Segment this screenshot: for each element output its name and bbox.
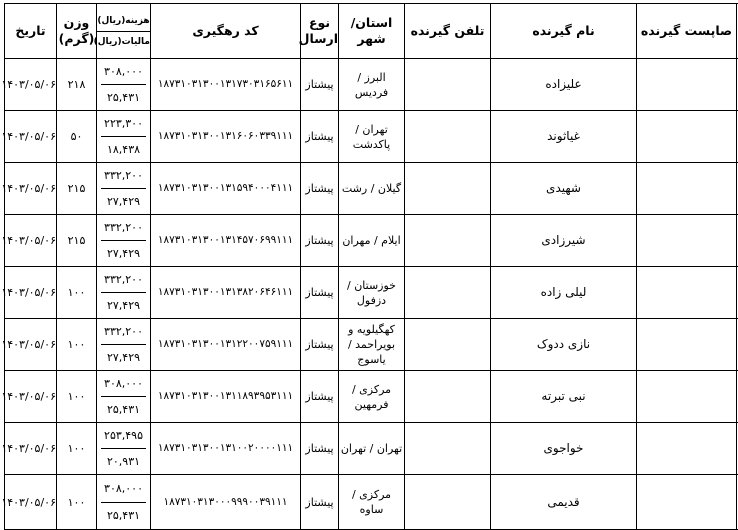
cost-tax-cell bbox=[97, 59, 151, 111]
date-cell: ۱۴۰۳/۰۵/۰۶ bbox=[5, 111, 57, 163]
weight-cell: ۲۱۵ bbox=[57, 163, 97, 215]
recipient-name-cell: غیاثوند bbox=[491, 111, 637, 163]
recipient-name-cell: لیلی زاده bbox=[491, 267, 637, 319]
header-name: نام گیرنده bbox=[491, 4, 637, 59]
phone-cell bbox=[405, 59, 491, 111]
tax-value: ۲۷,۴۲۹ bbox=[97, 293, 150, 318]
tracking-code-cell: ۱۸۷۳۱۰۳۱۳۰۰۱۳۱۳۸۲۰۶۴۶۱۱۱ bbox=[151, 267, 301, 319]
table-row bbox=[5, 319, 738, 371]
sender-cell bbox=[637, 371, 737, 423]
phone-cell bbox=[405, 319, 491, 371]
shipping-type-cell: پیشتاز bbox=[301, 475, 339, 530]
sender-cell bbox=[637, 111, 737, 163]
tracking-code-cell: ۱۸۷۳۱۰۳۱۳۰۰۱۳۱۰۰۲۰۰۰۰۱۱۱ bbox=[151, 423, 301, 475]
date-cell: ۱۴۰۳/۰۵/۰۶ bbox=[5, 59, 57, 111]
destination-cell: ایلام / مهران bbox=[339, 215, 405, 267]
cost-value: ۳۳۲,۲۰۰ bbox=[101, 215, 146, 241]
date-cell: ۱۴۰۳/۰۵/۰۶ bbox=[5, 267, 57, 319]
header-tracking: کد رهگیری bbox=[151, 4, 301, 59]
tracking-code-cell: ۱۸۷۳۱۰۳۱۳۰۰۱۳۱۶۰۶۰۳۳۹۱۱۱ bbox=[151, 111, 301, 163]
destination-cell: تهران / تهران bbox=[339, 423, 405, 475]
date-cell: ۱۴۰۳/۰۵/۰۶ bbox=[5, 475, 57, 530]
header-row bbox=[5, 4, 738, 59]
header-cost: هزینه(ریال) bbox=[97, 11, 150, 32]
destination-cell: گیلان / رشت bbox=[339, 163, 405, 215]
recipient-name-cell: علیزاده bbox=[491, 59, 637, 111]
phone-cell bbox=[405, 475, 491, 530]
cost-value: ۳۳۲,۲۰۰ bbox=[101, 319, 146, 345]
cost-value: ۲۲۳,۳۰۰ bbox=[101, 111, 146, 137]
shipping-type-cell: پیشتاز bbox=[301, 267, 339, 319]
tracking-code-cell: ۱۸۷۳۱۰۳۱۳۰۰۱۳۱۴۵۷۰۶۹۹۱۱۱ bbox=[151, 215, 301, 267]
recipient-name-cell: خواجوی bbox=[491, 423, 637, 475]
shipping-type-cell: پیشتاز bbox=[301, 371, 339, 423]
table-row bbox=[5, 215, 738, 267]
cost-value: ۳۰۸,۰۰۰ bbox=[101, 475, 146, 503]
header-sender: صاپست گیرنده bbox=[637, 4, 737, 59]
tax-value: ۲۷,۴۲۹ bbox=[97, 189, 150, 214]
recipient-name-cell: شیرزادی bbox=[491, 215, 637, 267]
tracking-code-cell: ۱۸۷۳۱۰۳۱۳۰۰۰۹۹۹۰۰۳۹۱۱۱ bbox=[151, 475, 301, 530]
tracking-code-cell: ۱۸۷۳۱۰۳۱۳۰۰۱۳۱۱۸۹۳۹۵۳۱۱۱ bbox=[151, 371, 301, 423]
weight-cell: ۵۰ bbox=[57, 111, 97, 163]
cost-tax-cell bbox=[97, 163, 151, 215]
phone-cell bbox=[405, 215, 491, 267]
table-row bbox=[5, 267, 738, 319]
sender-cell bbox=[637, 475, 737, 530]
date-cell: ۱۴۰۳/۰۵/۰۶ bbox=[5, 163, 57, 215]
cost-tax-cell bbox=[97, 475, 151, 530]
cost-value: ۳۰۸,۰۰۰ bbox=[101, 371, 146, 397]
header-phone: تلفن گیرنده bbox=[405, 4, 491, 59]
shipping-type-cell: پیشتاز bbox=[301, 319, 339, 371]
cost-tax-cell bbox=[97, 319, 151, 371]
weight-cell: ۲۱۵ bbox=[57, 215, 97, 267]
header-date: تاریخ bbox=[5, 4, 57, 59]
shipping-type-cell: پیشتاز bbox=[301, 423, 339, 475]
recipient-name-cell: قدیمی bbox=[491, 475, 637, 530]
cost-value: ۳۳۲,۲۰۰ bbox=[101, 163, 146, 189]
weight-cell: ۱۰۰ bbox=[57, 267, 97, 319]
sender-cell bbox=[637, 267, 737, 319]
cost-value: ۲۵۳,۴۹۵ bbox=[101, 423, 146, 449]
tax-value: ۲۷,۴۲۹ bbox=[97, 345, 150, 370]
sender-cell bbox=[637, 163, 737, 215]
header-weight: وزن (گرم) bbox=[57, 4, 97, 59]
tracking-code-cell: ۱۸۷۳۱۰۳۱۳۰۰۱۳۱۲۲۰۰۷۵۹۱۱۱ bbox=[151, 319, 301, 371]
header-tax: مالیات(ریال) bbox=[97, 32, 150, 52]
cost-tax-cell bbox=[97, 371, 151, 423]
sender-cell bbox=[637, 215, 737, 267]
recipient-name-cell: نازی ددوک bbox=[491, 319, 637, 371]
phone-cell bbox=[405, 423, 491, 475]
cost-value: ۳۳۲,۲۰۰ bbox=[101, 267, 146, 293]
header-dest: استان/ شهر bbox=[339, 4, 405, 59]
sender-cell bbox=[637, 59, 737, 111]
table-row bbox=[5, 111, 738, 163]
weight-cell: ۲۱۸ bbox=[57, 59, 97, 111]
header-type: نوع ارسال bbox=[301, 4, 339, 59]
tax-value: ۲۷,۴۲۹ bbox=[97, 241, 150, 266]
date-cell: ۱۴۰۳/۰۵/۰۶ bbox=[5, 371, 57, 423]
tax-value: ۱۸,۴۳۸ bbox=[97, 137, 150, 162]
shipping-type-cell: پیشتاز bbox=[301, 111, 339, 163]
header-cost-tax bbox=[97, 4, 151, 59]
cost-tax-cell bbox=[97, 111, 151, 163]
phone-cell bbox=[405, 267, 491, 319]
date-cell: ۱۴۰۳/۰۵/۰۶ bbox=[5, 423, 57, 475]
tracking-code-cell: ۱۸۷۳۱۰۳۱۳۰۰۱۳۱۷۳۰۳۱۶۵۶۱۱ bbox=[151, 59, 301, 111]
destination-cell: تهران / پاکدشت bbox=[339, 111, 405, 163]
sender-cell bbox=[637, 423, 737, 475]
destination-cell: کهگیلویه و بویراحمد / یاسوج bbox=[339, 319, 405, 371]
tax-value: ۲۵,۴۳۱ bbox=[97, 397, 150, 422]
table-row bbox=[5, 475, 738, 530]
tax-value: ۲۵,۴۳۱ bbox=[97, 85, 150, 110]
recipient-name-cell: نبی تبرته bbox=[491, 371, 637, 423]
shipment-table bbox=[4, 3, 738, 530]
shipping-type-cell: پیشتاز bbox=[301, 59, 339, 111]
cost-tax-cell bbox=[97, 423, 151, 475]
sender-cell bbox=[637, 319, 737, 371]
weight-cell: ۱۰۰ bbox=[57, 319, 97, 371]
phone-cell bbox=[405, 111, 491, 163]
weight-cell: ۱۰۰ bbox=[57, 371, 97, 423]
table-row bbox=[5, 423, 738, 475]
tracking-code-cell: ۱۸۷۳۱۰۳۱۳۰۰۱۳۱۵۹۴۰۰۰۴۱۱۱ bbox=[151, 163, 301, 215]
weight-cell: ۱۰۰ bbox=[57, 475, 97, 530]
weight-cell: ۱۰۰ bbox=[57, 423, 97, 475]
destination-cell: مرکزی / فرمهین bbox=[339, 371, 405, 423]
destination-cell: البرز / فردیس bbox=[339, 59, 405, 111]
phone-cell bbox=[405, 371, 491, 423]
destination-cell: مرکزی / ساوه bbox=[339, 475, 405, 530]
destination-cell: خوزستان / دزفول bbox=[339, 267, 405, 319]
date-cell: ۱۴۰۳/۰۵/۰۶ bbox=[5, 215, 57, 267]
cost-tax-cell bbox=[97, 215, 151, 267]
table-row bbox=[5, 163, 738, 215]
shipping-type-cell: پیشتاز bbox=[301, 163, 339, 215]
date-cell: ۱۴۰۳/۰۵/۰۶ bbox=[5, 319, 57, 371]
table-row bbox=[5, 59, 738, 111]
tax-value: ۲۰,۹۳۱ bbox=[97, 449, 150, 474]
shipping-type-cell: پیشتاز bbox=[301, 215, 339, 267]
tax-value: ۲۵,۴۳۱ bbox=[97, 503, 150, 530]
phone-cell bbox=[405, 163, 491, 215]
cost-value: ۳۰۸,۰۰۰ bbox=[101, 59, 146, 85]
table-row bbox=[5, 371, 738, 423]
table-body bbox=[5, 59, 738, 530]
cost-tax-cell bbox=[97, 267, 151, 319]
recipient-name-cell: شهیدی bbox=[491, 163, 637, 215]
